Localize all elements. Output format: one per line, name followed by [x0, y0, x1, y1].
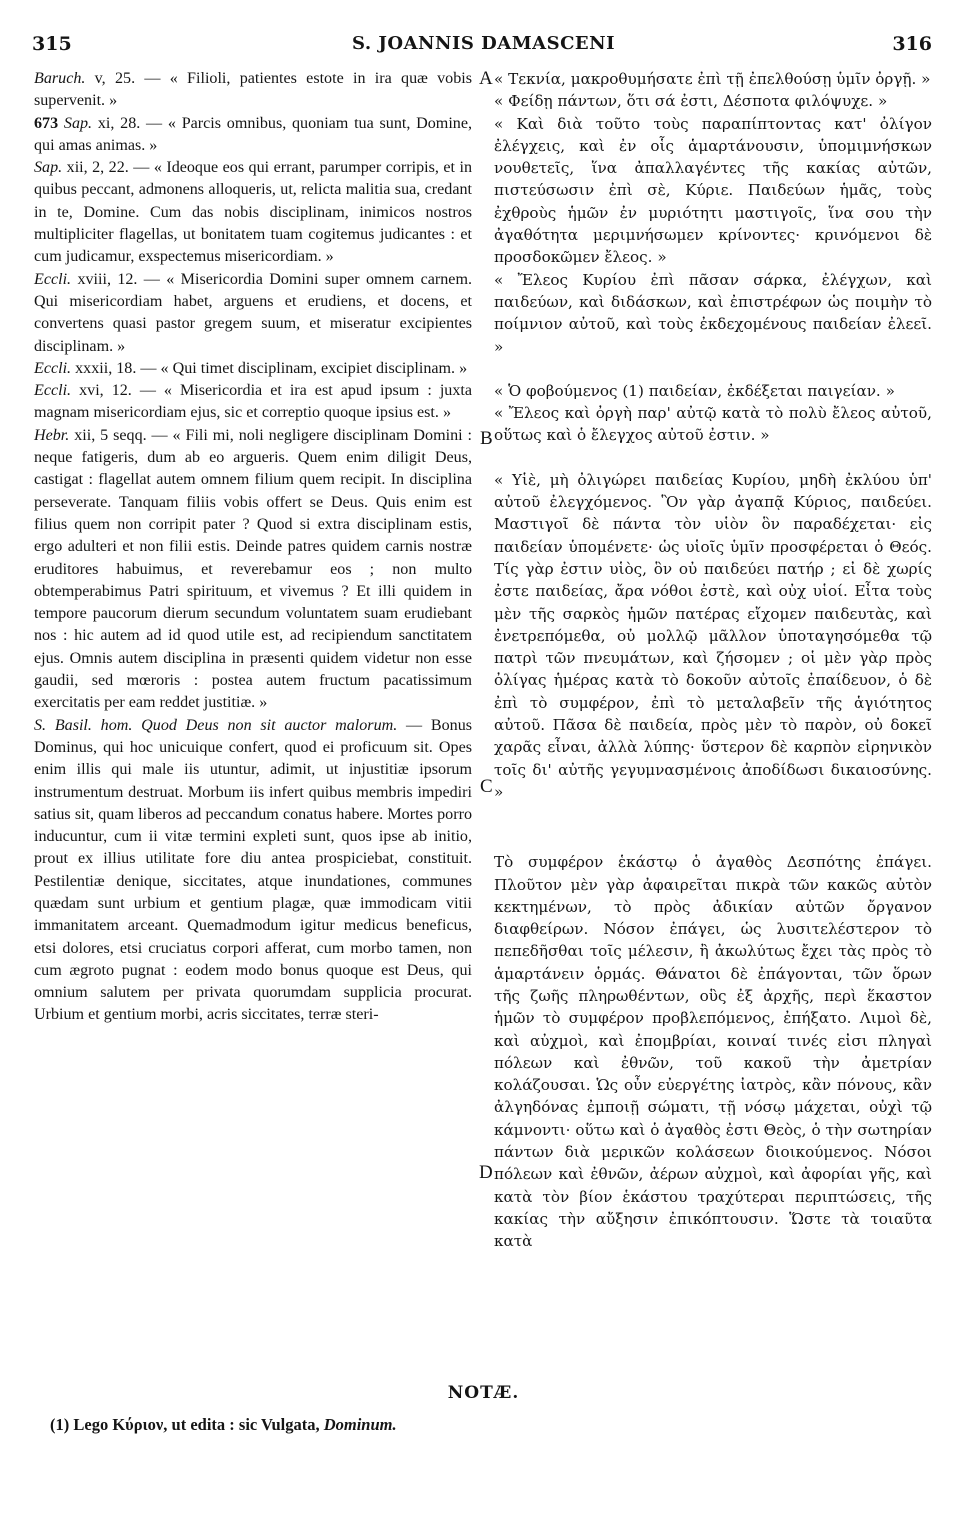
paragraph-text: — Bonus Dominus, qui hoc unicuique confert, quod ei proficuum sit. Opes enim illis qui male iis utuntur, adimit, ut injustitiæ ipsorum instrumentum destruat. Morbum iis infert quibus membris impediri satius sit, quam liberos ad peccandum conatus habere. Mortes porro inducuntur, cum ii vitæ termini expleti sunt, quos ipse ab initio, prout ex illius utilitate fore diu antea prospiciebat, constituit. Pestilentiæ denique, siccitates, atque inundationes, communes quædam sunt urbium et gentium plagæ, quæ immodicam vitii immanitatem arceant. Quemadmodum igitur medicus beneficus, etsi dolores, etsi cruciatus corpori afferat, cum morbo tamen, non cum ægroto pugnat : eodem modo bonus quoque est Deus, qui omnium salutem per privata quorumdam supplicia procurat. Urbium et gentium morbi, acris siccitates, terræ steri- — [34, 716, 472, 1024]
greek-paragraph: « Υἱὲ, μὴ ὀλιγώρει παιδείας Κυρίου, μηδὴ ἐκλύου ὑπ' αὐτοῦ ἐλεγχόμενος. Ὃν γὰρ ἀγαπᾷ Κύριος, παιδεύει. Μαστιγοῖ δὲ πάντα τὸν υἱὸν ὃν παραδέχεται· εἰς παιδείαν ὑπομένετε· ὡς υἱοῖς ὑμῖν προσφέρεται ὁ Θεός. Τίς γὰρ ἐστιν υἱὸς, ὃν οὐ παιδεύει πατήρ ; εἰ δὲ χωρίς ἐστε παιδείας, ἄρα νόθοι ἐστὲ, καὶ οὐχ υἱοί. Εἶτα τοὺς μὲν τῆς σαρκὸς ἡμῶν πατέρας εἴχομεν παιδευτὰς, καὶ ἐνετρεπόμεθα, οὐ μολλῷ μᾶλλον ὑποταγησόμεθα τῷ πατρὶ τῶν πνευμάτων, καὶ ζήσομεν ; οἱ μὲν γὰρ πρὸς ὀλίγας ἡμέρας κατὰ τὸ δοκοῦν αὐτοῖς ἐπαίδευον, ὁ δὲ ἐπὶ τὸ συμφέρον, ἐπὶ τὸ μεταλαβεῖν τῆς ἁγιότητος αὐτοῦ. Πᾶσα δὲ παιδεία, πρὸς μὲν τὸ παρὸν, οὐ δοκεῖ χαρᾶς εἶναι, ἀλλὰ λύπης· ὕστερον δὲ καρπὸν εἰρηνικὸν τοῖς δι' αὐτῆς γεγυμνασμένοις ἀποδίδωσι δικαιοσύνης. » — [494, 470, 932, 801]
latin-paragraph — [34, 358, 472, 380]
patristic-reference: S. Basil. hom. Quod Deus non sit auctor malorum. — [34, 716, 398, 734]
paragraph-text: xi, 28. — « Parcis omnibus, quoniam tua sunt, Domine, qui amas animas. » — [34, 114, 472, 154]
margin-marker-d: D — [479, 1162, 493, 1183]
scripture-reference: Sap. — [58, 114, 93, 132]
latin-paragraph — [34, 380, 472, 425]
greek-paragraph: « Ἔλεος Κυρίου ἐπὶ πᾶσαν σάρκα, ἐλέγχων, καὶ παιδεύων, καὶ διδάσκων, καὶ ἐπιστρέφων ὡς ποιμὴν τὸ ποίμνιον αὐτοῦ, καὶ τοὺς ἐκδεχομένους παιδείαν ἐλεεῖ. » — [494, 270, 932, 356]
paragraph-text: xvi, 12. — « Misericordia et ira est apud ipsum : juxta magnam misericordiam ejus, sic et correptio quoque ipsius est. » — [34, 382, 472, 422]
paragraph-text: xxxii, 18. — « Qui timet disciplinam, excipiet disciplinam. » — [71, 359, 468, 377]
column-number: 673 — [34, 114, 59, 132]
margin-marker-b: B — [480, 428, 493, 449]
paragraph-text: v, 25. — « Filioli, patientes estote in ira quæ vobis supervenit. » — [34, 70, 472, 110]
footnote — [50, 1415, 397, 1435]
greek-paragraph: « Καὶ διὰ τοῦτο τοὺς παραπίπτοντας κατ' ὀλίγον ἐλέγχεις, καὶ ἐν οἷς ἁμαρτάνουσιν, ὑπομιμνήσκων νουθετεῖς, ἵνα ἀπαλλαγέντες τῆς κακίας αὐτῶν, πιστεύσωσιν ἐπὶ σὲ, Κύριε. Παιδεύων ἡμᾶς, τοὺς ἐχθροὺς ἡμῶν ἐν μυριότητι μαστιγοῖς, ἵνα σου τὴν ἀγαθότητα μεριμνήσωμεν κρίνοντες· κρινόμενοι δὲ προσδοκῶμεν ἔλεος. » — [494, 114, 932, 267]
margin-marker-c: C — [480, 776, 493, 797]
page-number-right: 316 — [892, 33, 932, 55]
scripture-reference: Eccli. — [34, 382, 72, 400]
running-title: S. JOANNIS DAMASCENI — [351, 33, 616, 54]
paragraph-text: xii, 2, 22. — « Ideoque eos qui errant, parumper corripis, et in quibus peccant, admonens alloqueris, ut, relicta malitia sua, credant in te, Domine. Cum das nobis disciplinam, inimicos nostros multipliciter flagellas, ut bonitatem tuam cogitemus judicantes : et cum judicamur, exspectemus misericordiam. » — [34, 159, 472, 266]
footnote-text: (1) Lego Κύριον, ut edita : sic Vulgata, — [50, 1415, 324, 1434]
latin-paragraph — [34, 113, 472, 158]
latin-paragraph — [34, 157, 472, 268]
margin-marker-a: A — [479, 68, 493, 89]
latin-column — [34, 68, 472, 1027]
scripture-reference: Hebr. — [34, 426, 70, 444]
greek-paragraph: « Ὁ φοβούμενος (1) παιδείαν, ἐκδέξεται παιγείαν. » — [494, 381, 895, 400]
greek-column — [494, 68, 932, 1253]
paragraph-text: xii, 5 seqq. — « Fili mi, noli negligere disciplinam Domini : neque fatigeris, dum ab eo argueris. Quem enim diligit Deus, castigat : flagellat autem omnem filium quem recipit. In disciplina perseverate. Tanquam filiis vobis offert se Deus. Quis enim est filius quem non corripit pater ? Quod si extra disciplinam estis, ergo adulteri et non filii estis. Deinde patres quidem carnis nostræ eruditores habuimus, et reverebamur eos ; non multo obtemperabimus Patri spirituum, et vivemus ? Et illi quidem in tempore paucorum dierum secundum voluntatem suam erudiebant nos : hic autem ad id quod utile est, ad recipiendum sanctitatem ejus. Omnis autem disciplina in præsenti quidem videtur non esse gaudii, sed mœroris : postea autem fructum pacatissimum exercitatis per eam reddet justitiæ. » — [34, 426, 472, 712]
greek-paragraph: « Φείδῃ πάντων, ὅτι σά ἐστι, Δέσποτα φιλόψυχε. » — [494, 92, 888, 111]
latin-paragraph — [34, 425, 472, 715]
latin-paragraph — [34, 269, 472, 358]
greek-paragraph: Τὸ συμφέρον ἑκάστῳ ὁ ἀγαθὸς Δεσπότης ἐπάγει. Πλοῦτον μὲν γὰρ ἀφαιρεῖται πικρὰ τῶν κακῶς αὐτὸν κεκτημένων, τὸ πρὸς ἀδικίαν αὐτῶν ὄργανον διαφθείρων. Νόσον ἐπάγει, ὡς λυσιτελέστερον τὸ πεπεδῆσθαι τοῖς μέλεσιν, ἢ ἀκωλύτως ἔχει τὰς πρὸς τὸ ἁμαρτάνειν ὁρμάς. Θάνατοι δὲ ἐπάγονται, τῶν ὅρων τῆς ζωῆς πληρωθέντων, οὓς ἐξ ἀρχῆς, περὶ ἕκαστον ἡμῶν τὸ συμφέρον προβλεπόμενος, ἐπήξατο. Λιμοὶ δὲ, καὶ αὐχμοὶ, καὶ ἐπομβρίαι, κοιναί τινές εἰσι πληγαὶ πόλεων καὶ ἐθνῶν, τοῦ κακοῦ τὴν ἀμετρίαν κολάζουσαι. Ὡς οὖν εὐεργέτης ἰατρὸς, κἂν πόνους, κἂν ἀλγηδόνας ἐμποιῇ σώματι, τῇ νόσῳ μάχεται, οὐχὶ τῷ κάμνοντι· οὕτω καὶ ὁ ἀγαθὸς ἐστι Θεὸς, ὁ τὴν σωτηρίαν πάντων διὰ μερικῶν κολάσεων διοικούμενος. Νόσοι πόλεων καὶ ἐθνῶν, ἀέρων αὐχμοὶ, καὶ ἀφορίαι γῆς, καὶ κατὰ τὸν βίον ἑκάστου τραχύτεραι περιπτώσεις, τῆς κακίας τὴν αὔξησιν ἐπικόπτουσιν. Ὥστε τὰ τοιαῦτα κατὰ — [494, 853, 932, 1251]
page-number-left: 315 — [32, 33, 72, 55]
latin-paragraph — [34, 68, 472, 113]
page-header — [0, 0, 967, 62]
scripture-reference: Baruch. — [34, 70, 86, 87]
paragraph-text: xviii, 12. — « Misericordia Domini super omnem carnem. Qui misericordiam habet, arguens et erudiens, et docens, et convertens quasi pastor gregem suum, et miseratur excipientes disciplinam. » — [34, 270, 472, 355]
scripture-reference: Eccli. — [34, 270, 72, 288]
footnote-italic: Dominum. — [323, 1415, 397, 1434]
latin-paragraph — [34, 715, 472, 1027]
greek-paragraph: « Τεκνία, μακροθυμήσατε ἐπὶ τῇ ἐπελθούσῃ ὑμῖν ὀργῇ. » — [494, 70, 931, 88]
scripture-reference: Sap. — [34, 159, 63, 177]
notes-section — [0, 1383, 967, 1434]
greek-paragraph: « Ἔλεος καὶ ὀργὴ παρ' αὐτῷ κατὰ τὸ πολὺ ἔλεος αὐτοῦ, οὕτως καὶ ὁ ἔλεγχος αὐτοῦ ἐστιν. » — [494, 404, 932, 445]
scripture-reference: Eccli. — [34, 359, 72, 377]
notes-title: NOTÆ. — [447, 1383, 520, 1403]
